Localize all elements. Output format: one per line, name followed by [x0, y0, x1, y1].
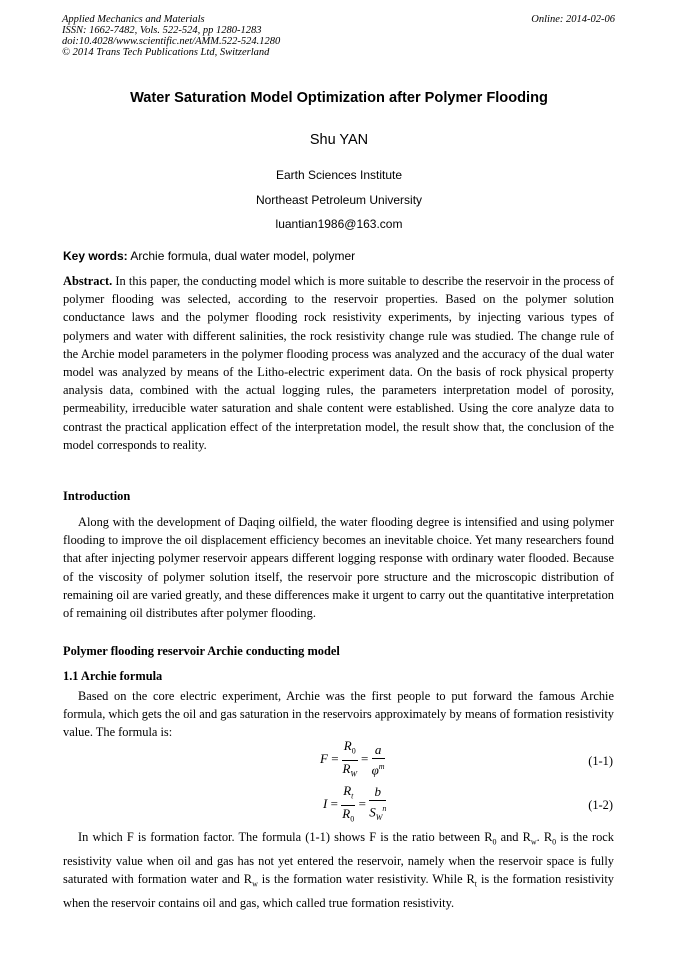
introduction-text: Along with the development of Daqing oilfield, the water flooding degree is intensified and using polymer flooding to improve the oil displacement efficiency becomes an inevitable choice. Yet many researchers found that after injecting polymer reservoir appears different logging response with ordinary water flooded. Because of the viscosity of polymer solution itself, the reservoir pore structure and the microscopic distribution of remaining oil are varied greatly, and these differences make it urgent to carry out the quantitative interpretation of remaining oil distributes after polymer flooding.: [63, 515, 614, 621]
eq2-fraction-1: $\frac{R_t}{R_0}$: [342, 783, 355, 824]
formula-explanation: In which F is formation factor. The formula (1-1) shows F is the ratio between $R_0$ and $R_w$. $R_0$ is the rock resistivity value when oil and gas has not yet entered the reservoir, namely when the reservoir space is fully saturated with formation water and $R_w$ is the formation water resistivity. While $R_t$ is the formation resistivity when the reservoir contains oil and gas, which called true formation resistivity.: [63, 830, 614, 910]
online-date: Online: 2014-02-06: [531, 14, 615, 25]
eq1-fraction-2: $\frac{a}{\varphi^m}$: [371, 741, 385, 778]
eq2-fraction-2: $\frac{b}{S_W^n}$: [369, 784, 387, 823]
affiliation-institute: Earth Sciences Institute: [275, 168, 403, 182]
copyright: © 2014 Trans Tech Publications Ltd, Switzerland: [62, 47, 270, 58]
issn: ISSN: 1662-7482, Vols. 522-524, pp 1280-1283: [62, 25, 262, 36]
journal-header: [62, 14, 280, 58]
equation-1-2: I = $\frac{R_t}{R_0}$ = $\frac{b}{S_W^n}$: [323, 783, 386, 827]
eq2-lhs: I: [323, 796, 328, 812]
keywords-text: Archie formula, dual water model, polymer: [130, 249, 356, 263]
eq1-fraction-1: $\frac{R_0}{R_W}$: [342, 738, 358, 779]
abstract-label: Abstract.: [63, 274, 113, 288]
keywords: [63, 247, 614, 265]
keywords-label: Key words:: [63, 249, 128, 263]
journal-name: Applied Mechanics and Materials: [62, 14, 205, 25]
eq1-lhs: F: [320, 751, 328, 767]
section-heading: Polymer flooding reservoir Archie conducting model: [63, 644, 340, 658]
author-email: luantian1986@163.com: [275, 217, 403, 231]
paper-title: Water Saturation Model Optimization after Polymer Flooding: [130, 90, 548, 106]
abstract: [63, 272, 614, 454]
author: Shu YAN: [309, 132, 369, 148]
subsection-heading: 1.1 Archie formula: [63, 669, 163, 683]
affiliation-university: Northeast Petroleum University: [255, 193, 423, 207]
abstract-text: In this paper, the conducting model which is more suitable to describe the reservoir in the process of polymer flooding was selected, according to the reservoir properties. Based on the polymer solution conductance laws and the polymer flooding rock resistivity experiments, by injecting various types of polymers and water with different salinities, the rock resistivity change rule was studied. The change rule of the Archie model parameters in the polymer flooding process was analyzed and the accuracy of the dual water model was analyzed by means of the Litho-electric experiment data. On the basis of rock physical property analysis data, combined with the actual logging rules, the parameters interpretation model of porosity, permeability, irreducible water saturation and shale content were established. Using the core analyze data to contrast the practical application effect of the interpretation model, the result show that, the conclusion of the model corresponds to reality.: [63, 274, 614, 452]
equation-1-1: F = $\frac{R_0}{R_W}$ = $\frac{a}{\varphi^m}$: [320, 738, 385, 782]
archie-paragraph: Based on the core electric experiment, Archie was the first people to put forward the famous Archie formula, which gets the oil and gas saturation in the reservoirs approximately by means of formation resistivity value. The formula is:: [63, 689, 614, 740]
doi: doi:10.4028/www.scientific.net/AMM.522-524.1280: [62, 36, 281, 47]
equation-1-1-label: (1-1): [588, 754, 613, 768]
equation-1-2-label: (1-2): [588, 798, 613, 812]
introduction-heading: Introduction: [63, 489, 131, 503]
